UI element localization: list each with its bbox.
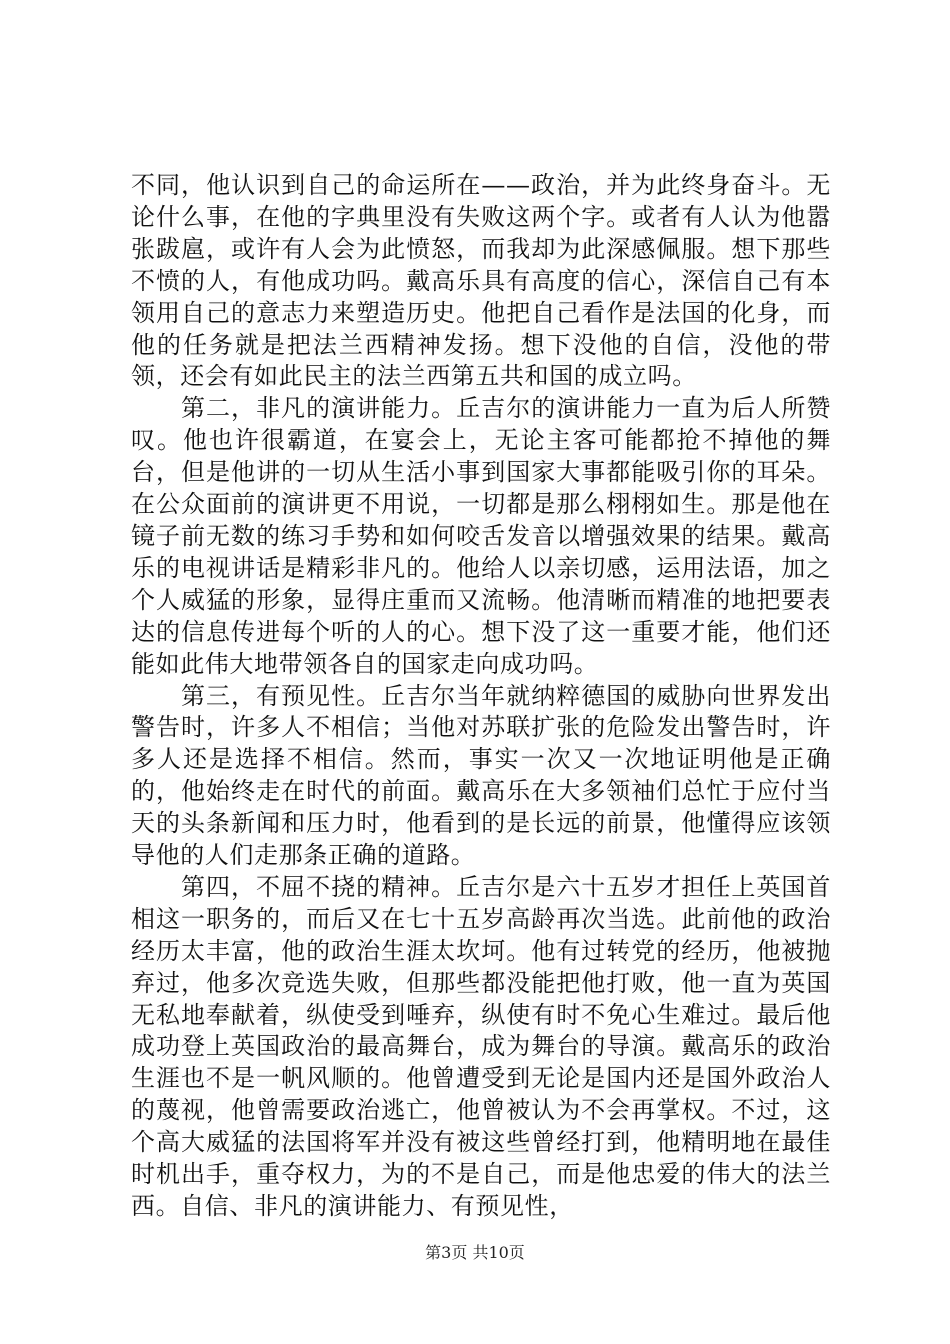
- paragraph-1: 不同，他认识到自己的命运所在——政治，并为此终身奋斗。无论什么事，在他的字典里没有失败这两个字。或者有人认为他嚣张跋扈，或许有人会为此愤怒，而我却为此深感佩服。想下那些不愤的人，有他成功吗。戴高乐具有高度的信心，深信自己有本领用自己的意志力来塑造历史。他把自己看作是法国的化身，而他的任务就是把法兰西精神发扬。想下没他的自信，没他的带领，还会有如此民主的法兰西第五共和国的成立吗。: [131, 171, 831, 391]
- page-footer: 第3页 共10页: [425, 1243, 525, 1262]
- paragraph-4: 第四，不屈不挠的精神。丘吉尔是六十五岁才担任上英国首相这一职务的，而后又在七十五岁高龄再次当选。此前他的政治经历太丰富，他的政治生涯太坎坷。他有过转党的经历，他被抛弃过，他多次竞选失败，但那些都没能把他打败，他一直为英国无私地奉献着，纵使受到唾弃，纵使有时不免心生难过。最后他成功登上英国政治的最高舞台，成为舞台的导演。戴高乐的政治生涯也不是一帆风顺的。他曾遭受到无论是国内还是国外政治人的蔑视，他曾需要政治逃亡，他曾被认为不会再掌权。不过，这个高大威猛的法国将军并没有被这些曾经打到，他精明地在最佳时机出手，重夺权力，为的不是自己，而是他忠爱的伟大的法兰西。自信、非凡的演讲能力、有预见性，: [131, 872, 831, 1220]
- paragraph-2: 第二，非凡的演讲能力。丘吉尔的演讲能力一直为后人所赞叹。他也许很霸道，在宴会上，无论主客可能都抢不掉他的舞台，但是他讲的一切从生活小事到国家大事都能吸引你的耳朵。在公众面前的演讲更不用说，一切都是那么栩栩如生。那是他在镜子前无数的练习手势和如何咬舌发音以增强效果的结果。戴高乐的电视讲话是精彩非凡的。他给人以亲切感，运用法语，加之个人威猛的形象，显得庄重而又流畅。他清晰而精准的地把要表达的信息传进每个听的人的心。想下没了这一重要才能，他们还能如此伟大地带领各自的国家走向成功吗。: [131, 394, 831, 678]
- paragraph-3: 第三，有预见性。丘吉尔当年就纳粹德国的威胁向世界发出警告时，许多人不相信；当他对苏联扩张的危险发出警告时，许多人还是选择不相信。然而，事实一次又一次地证明他是正确的，他始终走在时代的前面。戴高乐在大多领袖们总忙于应付当天的头条新闻和压力时，他看到的是长远的前景，他懂得应该领导他的人们走那条正确的道路。: [131, 681, 831, 870]
- body-text: [131, 170, 831, 1223]
